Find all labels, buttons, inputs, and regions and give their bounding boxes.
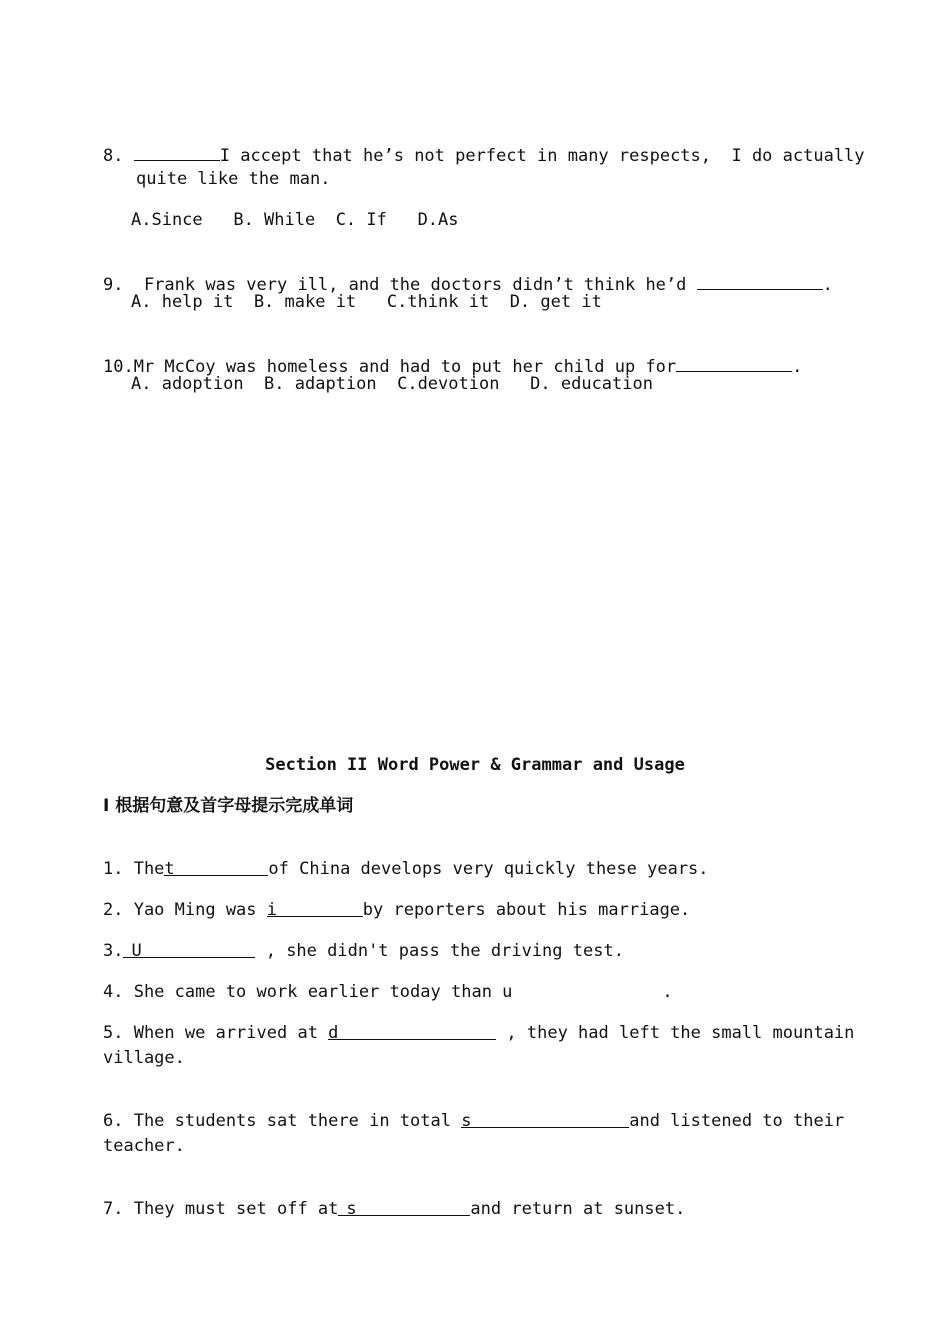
- item-text: 2. Yao Ming was: [103, 900, 267, 920]
- question-tail: .: [822, 275, 833, 295]
- item-text: and listened to their: [629, 1111, 845, 1131]
- item-text: of China develops very quickly these years.: [268, 859, 709, 879]
- question-9-options: A. help it B. make it C.think it D. get it: [131, 292, 602, 312]
- item-text: 4. She came to work earlier today than u: [103, 982, 513, 1002]
- answer-blank: [134, 143, 220, 161]
- item-text: 3.: [103, 941, 124, 961]
- item-7: [103, 1176, 685, 1220]
- item-6-continued: teacher.: [103, 1136, 185, 1156]
- answer-blank: [697, 272, 823, 290]
- answer-blank: [338, 1198, 470, 1219]
- hint-letter: U: [131, 941, 142, 961]
- question-text: 9. Frank was very ill, and the doctors didn’t think he’d: [103, 275, 697, 295]
- item-4: [103, 959, 673, 1003]
- item-text: 5. When we arrived at: [103, 1023, 329, 1043]
- question-10-options: A. adoption B. adaption C.devotion D. education: [131, 374, 653, 394]
- item-text: by reporters about his marriage.: [362, 900, 691, 920]
- question-9: [103, 250, 833, 296]
- item-5: [103, 1000, 854, 1044]
- question-number: 8.: [103, 146, 124, 166]
- answer-blank: [328, 1022, 496, 1043]
- item-1: [103, 836, 709, 880]
- item-6: [103, 1088, 844, 1132]
- question-8: [103, 121, 865, 167]
- item-text: 1. The: [103, 859, 165, 879]
- section-title: Section II Word Power & Grammar and Usage: [265, 755, 685, 775]
- item-text: 7. They must set off at: [103, 1199, 339, 1219]
- answer-blank: [461, 1110, 629, 1131]
- section-subheading: I 根据句意及首字母提示完成单词: [103, 796, 354, 816]
- item-text: and return at sunset.: [470, 1199, 686, 1219]
- hint-letter: s: [346, 1199, 357, 1219]
- question-text: 10.Mr McCoy was homeless and had to put her child up for: [103, 357, 677, 377]
- item-text: , she didn't pass the driving test.: [255, 941, 624, 961]
- hint-letter: i: [266, 900, 278, 920]
- item-text: 6. The students sat there in total: [103, 1111, 462, 1131]
- item-text: , they had left the small mountain: [496, 1023, 855, 1043]
- question-text: I accept that he’s not perfect in many respects, I do actually: [219, 146, 865, 166]
- answer-blank: [266, 899, 363, 920]
- hint-letter: s: [461, 1111, 472, 1131]
- item-5-continued: village.: [103, 1048, 185, 1068]
- question-10: [103, 332, 802, 378]
- answer-blank: [676, 354, 792, 372]
- answer-blank: [123, 940, 255, 961]
- item-text: .: [662, 982, 673, 1002]
- item-2: [103, 877, 690, 921]
- item-3: [103, 918, 624, 962]
- question-8-continued: quite like the man.: [136, 169, 331, 189]
- answer-blank: [164, 858, 268, 879]
- question-tail: .: [792, 357, 803, 377]
- hint-letter: d: [328, 1023, 339, 1043]
- question-8-options: A.Since B. While C. If D.As: [131, 210, 459, 230]
- hint-letter: t: [164, 859, 175, 879]
